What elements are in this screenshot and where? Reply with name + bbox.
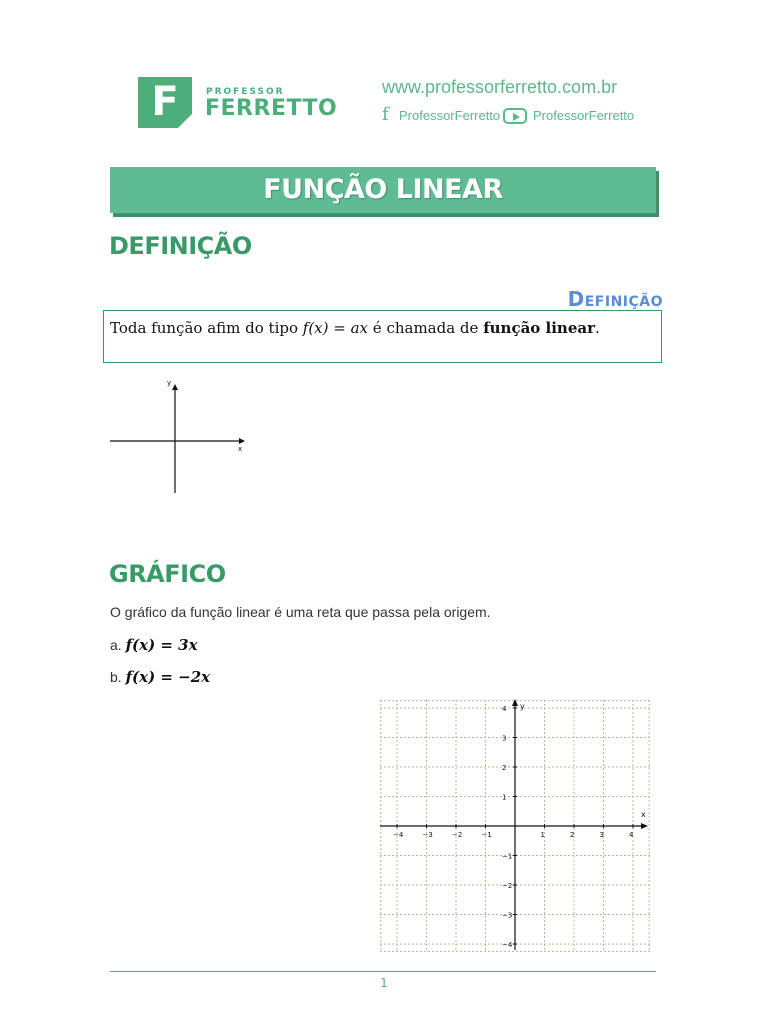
definition-end: . [595,319,600,337]
definition-text [110,319,600,337]
item-b-formula: f(x) = −2x [125,668,211,686]
grid-y-label: y [520,702,525,711]
x-tick-label: 3 [599,831,604,839]
item-b [110,668,210,686]
x-tick-label: −1 [481,831,492,839]
page-number: 1 [380,976,388,990]
y-tick-label: 4 [502,705,507,713]
grid-x-label: x [641,810,646,819]
definition-term: função linear [483,319,595,337]
small-y-label: y [167,379,172,387]
x-tick-label: −3 [422,831,433,839]
y-tick-label: −4 [502,941,513,949]
small-axes [105,375,255,497]
facebook-icon: f [382,104,389,125]
y-tick-label: 1 [502,793,507,802]
small-x-label: x [238,445,243,453]
facebook-link[interactable]: ProfessorFerretto [399,108,501,123]
y-tick-label: −2 [502,882,513,890]
x-tick-label: 2 [570,831,575,839]
item-a [110,636,198,654]
title-banner [110,167,656,213]
small-y-arrow [172,384,178,390]
youtube-icon [503,108,527,124]
footer-divider [110,971,656,972]
definition-formula: f(x) = ax [302,319,369,337]
website-link[interactable]: www.professorferretto.com.br [382,77,618,97]
definition-heading: DEFINIÇÃO [109,232,252,260]
definition-prefix: Toda função afim do tipo [110,319,298,337]
item-a-label: a. [110,637,122,653]
y-tick-label: −3 [502,911,513,920]
x-tick-label: −4 [393,831,404,839]
logo-brand: FERRETTO [205,96,338,121]
graph-text: O gráfico da função linear é uma reta que passa pela origem. [110,604,491,620]
logo-mark [138,77,192,128]
x-tick-label: 4 [629,831,634,839]
item-b-label: b. [110,669,122,685]
small-x-arrow [239,438,245,444]
page-title: FUNÇÃO LINEAR [263,174,503,205]
x-tick-label: −2 [452,831,463,839]
graph-heading: GRÁFICO [109,560,226,588]
y-tick-label: 2 [502,764,507,772]
y-tick-label: −1 [502,852,513,861]
item-a-formula: f(x) = 3x [125,636,198,654]
logo-subtitle: PROFESSOR [206,87,285,97]
youtube-link[interactable]: ProfessorFerretto [533,108,635,123]
x-tick-label: 1 [540,831,545,839]
y-axis-arrow [512,699,518,706]
definition-middle: é chamada de [372,319,479,337]
coordinate-grid [378,695,653,955]
logo-letter: F [151,79,179,125]
y-tick-label: 3 [502,734,507,743]
x-axis-arrow [641,823,648,829]
definition-label: Definição [567,287,663,311]
